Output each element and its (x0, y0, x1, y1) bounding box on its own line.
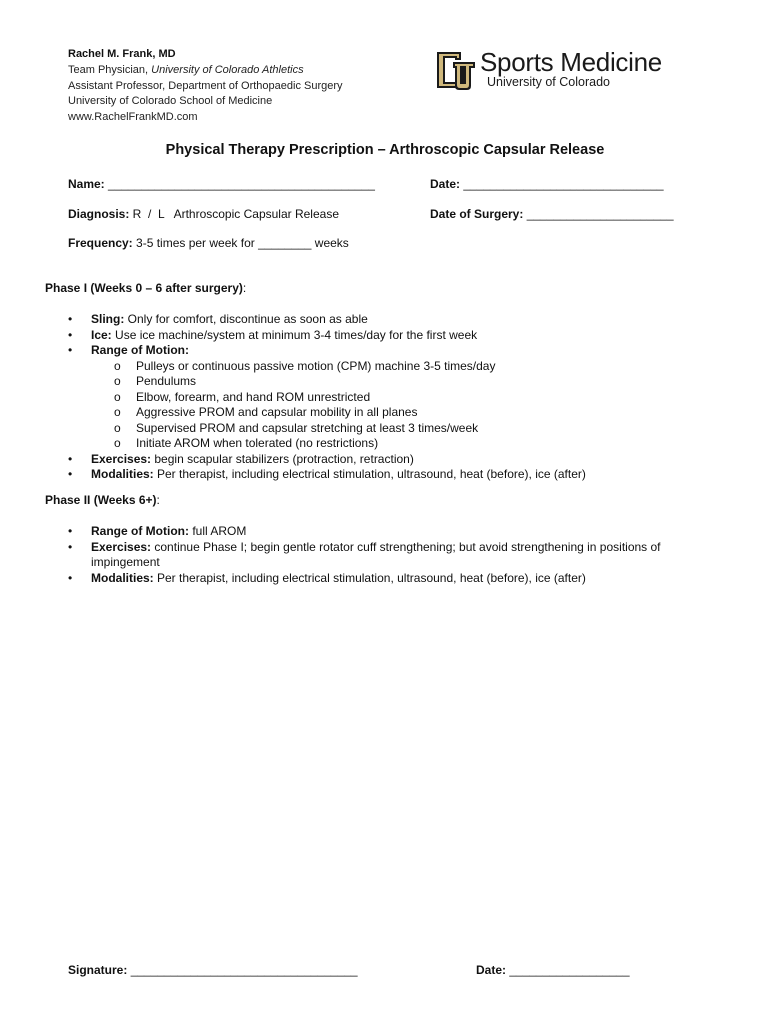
rom-text: Aggressive PROM and capsular mobility in all planes (136, 405, 418, 419)
list-item (0, 467, 770, 483)
bullet-text: full AROM (188, 524, 247, 538)
team-prefix: Team Physician, (68, 63, 152, 76)
date-field[interactable] (430, 177, 664, 191)
list-item (0, 540, 690, 571)
sub-bullet-icon: o (114, 405, 121, 419)
rom-text: Pulleys or continuous passive motion (CPM) machine 3-5 times/day (136, 358, 496, 373)
diagnosis-value[interactable]: R / L Arthroscopic Capsular Release (129, 207, 339, 221)
signature-field[interactable] (68, 963, 358, 977)
bullet-icon: • (68, 451, 73, 466)
bullet-label: Modalities: (91, 467, 154, 481)
bullet-icon: • (68, 524, 73, 538)
rom-text: Elbow, forearm, and hand ROM unrestricted (136, 389, 371, 404)
phase2-list (0, 524, 690, 586)
logo-title: Sports Medicine (480, 47, 662, 77)
rom-sub-item (0, 374, 770, 390)
rom-text: Pendulums (136, 374, 197, 388)
bullet-text: continue Phase I; begin gentle rotator cuff strengthening; but avoid strengthening in positions of impingement (91, 539, 661, 569)
phase2-heading (45, 493, 160, 507)
sub-bullet-icon: o (114, 420, 121, 435)
frequency-label: Frequency: (68, 236, 133, 250)
phase1-heading-colon: : (242, 281, 247, 295)
rom-text: Supervised PROM and capsular stretching at least 3 times/week (136, 420, 479, 435)
bullet-text: Per therapist, including electrical stimulation, ultrasound, heat (before), ice (after) (153, 467, 586, 481)
footer-date-blank[interactable]: __________________ (509, 963, 630, 977)
rom-sub-item (0, 421, 770, 437)
list-item (0, 343, 770, 359)
list-item (0, 312, 770, 328)
bullet-icon: • (68, 327, 73, 342)
sub-bullet-icon: o (114, 436, 121, 450)
diagnosis-label: Diagnosis: (68, 207, 130, 221)
rom-sub-item (0, 359, 770, 375)
bullet-label: Modalities: (91, 570, 154, 585)
surgery-date-label: Date of Surgery: (430, 207, 524, 221)
bullet-text: Use ice machine/system at minimum 3-4 times/day for the first week (111, 327, 478, 342)
name-field[interactable] (68, 177, 375, 191)
frequency-field (68, 236, 349, 250)
team-affiliation: University of Colorado Athletics (151, 63, 304, 76)
bullet-label: Range of Motion: (91, 524, 189, 538)
rom-sub-item (0, 405, 770, 421)
bullet-icon: • (68, 343, 73, 357)
rom-sub-item (0, 390, 770, 406)
rom-sub-item (0, 436, 770, 452)
physician-website[interactable]: www.RachelFrankMD.com (68, 111, 198, 124)
bullet-label: Exercises: (91, 451, 152, 466)
sub-bullet-icon: o (114, 358, 121, 373)
physician-info (68, 47, 343, 126)
bullet-text: begin scapular stabilizers (protraction, retraction) (151, 451, 414, 466)
bullet-text: Only for comfort, discontinue as soon as able (124, 312, 368, 326)
frequency-value[interactable]: 3-5 times per week for ________ weeks (132, 236, 349, 250)
signature-blank[interactable]: __________________________________ (130, 963, 358, 977)
bullet-icon: • (68, 467, 73, 481)
logo-subtitle: University of Colorado (487, 75, 610, 89)
bullet-text: Per therapist, including electrical stimulation, ultrasound, heat (before), ice (after) (153, 570, 586, 585)
bullet-icon: • (68, 570, 73, 585)
sub-bullet-icon: o (114, 389, 121, 404)
physician-name: Rachel M. Frank, MD (68, 48, 176, 60)
phase2-heading-colon: : (156, 493, 160, 507)
bullet-icon: • (68, 539, 73, 554)
bullet-label: Sling: (91, 312, 125, 326)
phase1-heading (45, 281, 246, 295)
phase1-list (0, 312, 770, 483)
bullet-icon: • (68, 312, 73, 326)
bullet-label: Ice: (91, 327, 112, 342)
physician-team-line (68, 63, 343, 79)
name-label: Name: (68, 177, 105, 191)
list-item (0, 571, 690, 587)
document-title: Physical Therapy Prescription – Arthroscopic Capsular Release (165, 142, 605, 158)
footer-date-field[interactable] (476, 963, 630, 977)
cu-logo-icon (433, 48, 477, 92)
surgery-date-blank[interactable]: ______________________ (526, 207, 674, 221)
list-item (0, 524, 690, 540)
sub-bullet-icon: o (114, 374, 121, 388)
date-blank[interactable]: ______________________________ (463, 177, 664, 191)
footer-date-label: Date: (476, 963, 507, 977)
name-blank[interactable]: ________________________________________ (108, 177, 375, 191)
phase1-heading-text: Phase I (Weeks 0 – 6 after surgery) (45, 281, 243, 295)
physician-title-line: Assistant Professor, Department of Orthopaedic Surgery (68, 79, 343, 92)
signature-label: Signature: (68, 963, 128, 977)
bullet-label: Exercises: (91, 539, 152, 554)
diagnosis-field (68, 207, 339, 221)
list-item (0, 452, 770, 468)
list-item (0, 328, 770, 344)
surgery-date-field[interactable] (430, 207, 674, 221)
date-label: Date: (430, 177, 461, 191)
physician-school-line: University of Colorado School of Medicine (68, 95, 273, 108)
bullet-label: Range of Motion: (91, 343, 189, 357)
rom-text: Initiate AROM when tolerated (no restrictions) (136, 436, 379, 450)
phase2-heading-text: Phase II (Weeks 6+) (45, 493, 157, 507)
